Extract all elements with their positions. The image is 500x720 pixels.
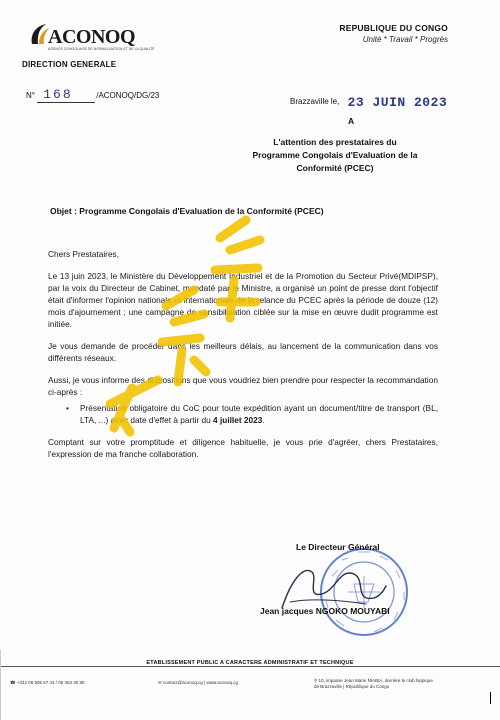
signatory-name: Jean jacques NGOKO MOUYABI xyxy=(260,606,390,616)
dateline-place: Brazzaville le, xyxy=(290,97,340,106)
signatory-title: Le Directeur Général xyxy=(296,542,380,552)
footer-phone xyxy=(10,680,85,686)
paragraph-1: Le 13 juin 2023, le Ministère du Développement Industriel et de la Promotion du Secteur Privé(MDIPSP), par la voix du Directeur de Cabinet, mandaté par le Ministre, a organisé un point de presse dont l'objectif était d'informer l'opinion nationale et internationale de la relance du PCEC après la période de douze (12) mois d'ajournement ; une campagne de sensibilisation ciblée sur la mise en œuvre dudit programme est initiée. xyxy=(48,271,438,329)
republic-motto: Unité * Travail * Progrès xyxy=(362,35,448,44)
paragraph-2: Je vous demande de procéder dans les meilleurs délais, au lancement de la communication dans vos différents réseaux. xyxy=(48,341,438,363)
bullet-end: . xyxy=(262,415,265,425)
letter-body xyxy=(48,248,438,470)
bullet-date: 4 juillet 2023 xyxy=(213,415,263,425)
logo-text: ACONOQ xyxy=(48,26,135,48)
addressee-line: L'attention des prestataires du xyxy=(273,137,397,147)
subject-line: Objet : Programme Congolais d'Evaluation de la Conformité (PCEC) xyxy=(50,206,324,216)
footer-address xyxy=(314,678,433,690)
direction-label: DIRECTION GENERALE xyxy=(22,60,117,69)
footer-title xyxy=(0,660,500,666)
date-stamp: 23 JUIN 2023 xyxy=(347,95,448,110)
logo-mark-icon xyxy=(28,22,50,48)
footer-title-text: ETABLISSEMENT PUBLIC A CARACTERE ADMINISTRATIF ET TECHNIQUE xyxy=(142,660,357,666)
list-item xyxy=(66,402,438,426)
footer-email-text: contact@aconoq.cg | www.aconoq.cg xyxy=(163,680,239,685)
letter-a: A xyxy=(348,116,355,126)
salutation: Chers Prestataires, xyxy=(48,249,120,259)
footer-address-line2: de Brazzaville | République du Congo xyxy=(314,684,390,689)
location-icon: ⚲ xyxy=(314,678,319,683)
reference-line xyxy=(26,87,159,103)
footer-email xyxy=(158,680,238,686)
bullet-text: Présentation obligatoire du CoC pour toute expédition ayant un document/titre de transport (BL, LTA, ...) avec date d'effet à partir du xyxy=(80,403,438,425)
addressee-line: Conformité (PCEC) xyxy=(296,163,374,173)
bullet-icon: • xyxy=(66,403,69,413)
paragraph-3: Aussi, je vous informe des dispositions que vous voudriez bien prendre pour respecter la recommandation ci-après : xyxy=(48,375,438,397)
phone-icon: ☎ xyxy=(10,680,17,685)
dateline xyxy=(290,93,447,108)
addressee-block xyxy=(220,136,450,175)
paragraph-4: Comptant sur votre promptitude et diligence habituelle, je vous prie d'agréer, chers Prestataires, l'expression de ma franche collaboration. xyxy=(48,437,438,459)
reference-suffix: /ACONOQ/DG/23 xyxy=(96,91,160,100)
recommendation-list xyxy=(66,402,438,426)
republic-name: REPUBLIQUE DU CONGO xyxy=(339,23,448,33)
logo-tagline: AGENCE CONGOLAISE DE NORMALISATION ET DE LA QUALITÉ xyxy=(48,47,155,51)
scan-edge xyxy=(0,650,1,720)
republic-block xyxy=(339,23,448,44)
footer-phone-text: +242 06 906 57 43 / 05 353 30 85 xyxy=(16,680,85,685)
aconoq-logo xyxy=(28,22,155,52)
text-cursor xyxy=(490,692,491,704)
mail-icon: ✉ xyxy=(158,680,164,685)
reference-number: 168 xyxy=(37,87,95,103)
addressee-line: Programme Congolais d'Evaluation de la xyxy=(252,150,418,160)
footer-divider xyxy=(0,666,500,667)
reference-prefix: N° xyxy=(26,91,35,100)
footer-address-line1: 10, impasse Jean Marie NIABIA, derrière le club hippique xyxy=(318,678,433,683)
